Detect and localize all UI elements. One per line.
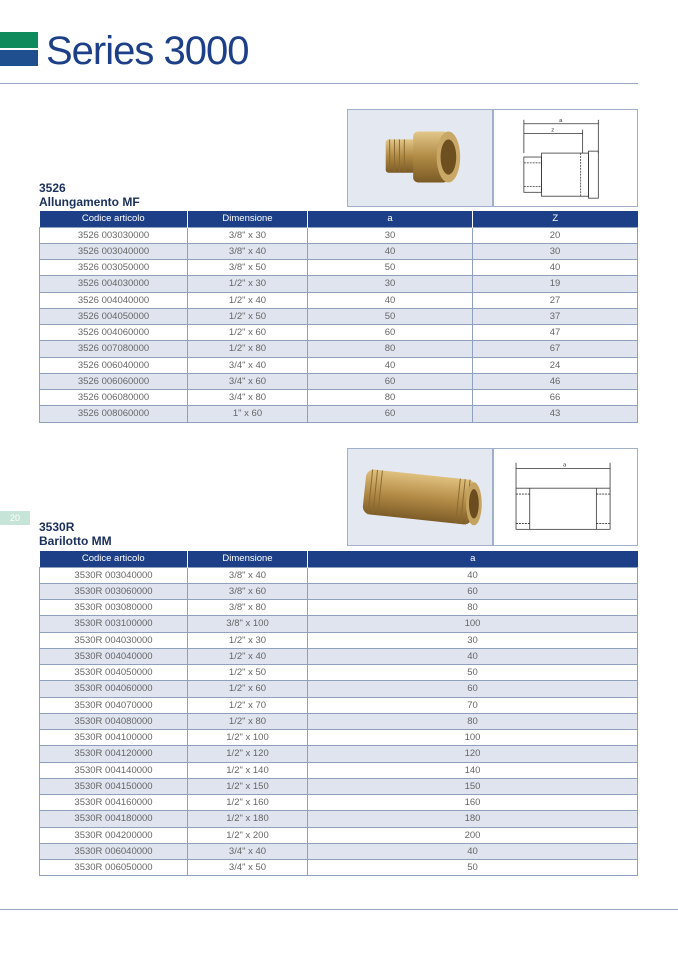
product-table-3530R — [39, 551, 638, 876]
cell-a: 30 — [308, 227, 473, 243]
cell-a: 80 — [308, 341, 473, 357]
table-row — [40, 227, 638, 243]
cell-code: 3530R 004120000 — [40, 746, 188, 762]
footer-divider — [0, 909, 678, 910]
cell-a: 50 — [308, 860, 638, 876]
cell-code: 3530R 004030000 — [40, 632, 188, 648]
cell-z: 20 — [473, 227, 638, 243]
cell-z: 37 — [473, 308, 638, 324]
column-header-a: a — [308, 211, 473, 227]
cell-code: 3530R 004200000 — [40, 827, 188, 843]
cell-dimension: 3/4" x 60 — [188, 373, 308, 389]
table-row — [40, 583, 638, 599]
cell-code: 3530R 004070000 — [40, 697, 188, 713]
nipple-image — [348, 449, 492, 545]
cell-z: 46 — [473, 373, 638, 389]
column-header-dimension: Dimensione — [188, 551, 308, 567]
cell-dimension: 1/2" x 50 — [188, 665, 308, 681]
cell-z: 47 — [473, 325, 638, 341]
table-row — [40, 778, 638, 794]
table-row — [40, 292, 638, 308]
table-row — [40, 243, 638, 259]
column-header-code: Codice articolo — [40, 551, 188, 567]
table-row — [40, 730, 638, 746]
cell-z: 27 — [473, 292, 638, 308]
table-row — [40, 567, 638, 583]
cell-code: 3530R 004160000 — [40, 795, 188, 811]
cell-code: 3530R 004180000 — [40, 811, 188, 827]
cell-dimension: 1/2" x 30 — [188, 632, 308, 648]
cell-dimension: 1/2" x 40 — [188, 648, 308, 664]
section-name: Allungamento MF — [39, 195, 140, 209]
cell-a: 100 — [308, 730, 638, 746]
cell-code: 3526 003040000 — [40, 243, 188, 259]
cell-dimension: 1/2" x 40 — [188, 292, 308, 308]
cell-dimension: 1/2" x 100 — [188, 730, 308, 746]
table-row — [40, 827, 638, 843]
drawing-label-z: z — [551, 127, 555, 134]
cell-code: 3530R 003100000 — [40, 616, 188, 632]
page-title: Series 3000 — [46, 29, 249, 73]
cell-dimension: 1/2" x 150 — [188, 778, 308, 794]
cell-code: 3530R 004150000 — [40, 778, 188, 794]
cell-code: 3526 004060000 — [40, 325, 188, 341]
cell-code: 3526 003050000 — [40, 260, 188, 276]
cell-code: 3530R 003040000 — [40, 567, 188, 583]
cell-code: 3526 004030000 — [40, 276, 188, 292]
cell-code: 3526 007080000 — [40, 341, 188, 357]
product-table-3526 — [39, 211, 638, 423]
cell-code: 3526 006060000 — [40, 373, 188, 389]
cell-z: 43 — [473, 406, 638, 422]
cell-dimension: 1/2" x 120 — [188, 746, 308, 762]
cell-dimension: 3/8" x 100 — [188, 616, 308, 632]
cell-code: 3530R 003060000 — [40, 583, 188, 599]
table-row — [40, 665, 638, 681]
cell-a: 40 — [308, 843, 638, 859]
cell-a: 150 — [308, 778, 638, 794]
drawing-label-a: a — [563, 462, 567, 469]
section-code: 3530R — [39, 520, 75, 534]
cell-dimension: 1/2" x 160 — [188, 795, 308, 811]
section-code: 3526 — [39, 181, 66, 195]
table-row — [40, 616, 638, 632]
page-number: 20 — [0, 511, 30, 525]
drawing-label-a: a — [559, 117, 563, 124]
product-photo-3530R — [347, 448, 493, 546]
cell-a: 50 — [308, 308, 473, 324]
cell-dimension: 1/2" x 200 — [188, 827, 308, 843]
cell-a: 120 — [308, 746, 638, 762]
cell-dimension: 1/2" x 60 — [188, 681, 308, 697]
product-photo-3526 — [347, 109, 493, 207]
cell-dimension: 1/2" x 80 — [188, 713, 308, 729]
column-header-code: Codice articolo — [40, 211, 188, 227]
cell-code: 3530R 004060000 — [40, 681, 188, 697]
cell-code: 3530R 004080000 — [40, 713, 188, 729]
cell-dimension: 3/8" x 30 — [188, 227, 308, 243]
cell-a: 60 — [308, 583, 638, 599]
cell-dimension: 3/8" x 40 — [188, 243, 308, 259]
cell-a: 80 — [308, 600, 638, 616]
cell-code: 3530R 006050000 — [40, 860, 188, 876]
cell-dimension: 1/2" x 50 — [188, 308, 308, 324]
cell-code: 3530R 004050000 — [40, 665, 188, 681]
table-row — [40, 697, 638, 713]
logo-green-bar — [0, 32, 38, 48]
fitting-image — [348, 110, 492, 206]
table-row — [40, 373, 638, 389]
cell-a: 40 — [308, 357, 473, 373]
cell-a: 60 — [308, 681, 638, 697]
cell-z: 67 — [473, 341, 638, 357]
cell-a: 140 — [308, 762, 638, 778]
table-row — [40, 811, 638, 827]
cell-a: 40 — [308, 648, 638, 664]
column-header-z: Z — [473, 211, 638, 227]
cell-code: 3526 008060000 — [40, 406, 188, 422]
table-row — [40, 276, 638, 292]
cell-a: 80 — [308, 390, 473, 406]
cell-a: 60 — [308, 325, 473, 341]
brand-logo-mark — [0, 32, 38, 66]
cell-code: 3526 004040000 — [40, 292, 188, 308]
cell-dimension: 3/8" x 40 — [188, 567, 308, 583]
table-row — [40, 325, 638, 341]
cell-code: 3530R 003080000 — [40, 600, 188, 616]
cell-code: 3530R 004100000 — [40, 730, 188, 746]
section-name: Barilotto MM — [39, 534, 112, 548]
cell-z: 40 — [473, 260, 638, 276]
column-header-dimension: Dimensione — [188, 211, 308, 227]
table-row — [40, 795, 638, 811]
cell-dimension: 3/8" x 80 — [188, 600, 308, 616]
cell-a: 60 — [308, 373, 473, 389]
cell-dimension: 3/8" x 60 — [188, 583, 308, 599]
table-row — [40, 713, 638, 729]
table-row — [40, 260, 638, 276]
cell-dimension: 1/2" x 70 — [188, 697, 308, 713]
table-row — [40, 600, 638, 616]
cell-code: 3530R 004140000 — [40, 762, 188, 778]
table-row — [40, 648, 638, 664]
cell-a: 80 — [308, 713, 638, 729]
cell-dimension: 3/4" x 40 — [188, 357, 308, 373]
cell-dimension: 1/2" x 60 — [188, 325, 308, 341]
table-row — [40, 390, 638, 406]
table-row — [40, 406, 638, 422]
cell-a: 30 — [308, 276, 473, 292]
logo-blue-bar — [0, 50, 38, 66]
cell-code: 3526 003030000 — [40, 227, 188, 243]
table-row — [40, 681, 638, 697]
cell-code: 3526 006080000 — [40, 390, 188, 406]
cell-dimension: 3/4" x 40 — [188, 843, 308, 859]
technical-drawing-3526 — [493, 109, 638, 207]
cell-dimension: 3/8" x 50 — [188, 260, 308, 276]
table-row — [40, 632, 638, 648]
cell-dimension: 3/4" x 80 — [188, 390, 308, 406]
table-row — [40, 746, 638, 762]
cell-z: 30 — [473, 243, 638, 259]
table-row — [40, 843, 638, 859]
column-header-a: a — [308, 551, 638, 567]
cell-a: 60 — [308, 406, 473, 422]
cell-dimension: 1/2" x 80 — [188, 341, 308, 357]
technical-drawing-3530R — [493, 448, 638, 546]
cell-a: 40 — [308, 567, 638, 583]
cell-z: 66 — [473, 390, 638, 406]
cell-a: 70 — [308, 697, 638, 713]
cell-a: 40 — [308, 243, 473, 259]
table-row — [40, 341, 638, 357]
table-header-row — [40, 551, 638, 567]
cell-a: 50 — [308, 665, 638, 681]
table-row — [40, 762, 638, 778]
cell-a: 180 — [308, 811, 638, 827]
cell-code: 3526 006040000 — [40, 357, 188, 373]
table-row — [40, 308, 638, 324]
cell-dimension: 1/2" x 30 — [188, 276, 308, 292]
cell-dimension: 1/2" x 140 — [188, 762, 308, 778]
cell-a: 40 — [308, 292, 473, 308]
cell-dimension: 1" x 60 — [188, 406, 308, 422]
cell-z: 19 — [473, 276, 638, 292]
cell-a: 100 — [308, 616, 638, 632]
cell-code: 3530R 004040000 — [40, 648, 188, 664]
header-divider — [0, 83, 638, 84]
cell-code: 3530R 006040000 — [40, 843, 188, 859]
table-row — [40, 357, 638, 373]
table-header-row — [40, 211, 638, 227]
cell-a: 160 — [308, 795, 638, 811]
cell-a: 30 — [308, 632, 638, 648]
cell-dimension: 3/4" x 50 — [188, 860, 308, 876]
cell-a: 50 — [308, 260, 473, 276]
cell-dimension: 1/2" x 180 — [188, 811, 308, 827]
cell-z: 24 — [473, 357, 638, 373]
cell-code: 3526 004050000 — [40, 308, 188, 324]
table-row — [40, 860, 638, 876]
cell-a: 200 — [308, 827, 638, 843]
